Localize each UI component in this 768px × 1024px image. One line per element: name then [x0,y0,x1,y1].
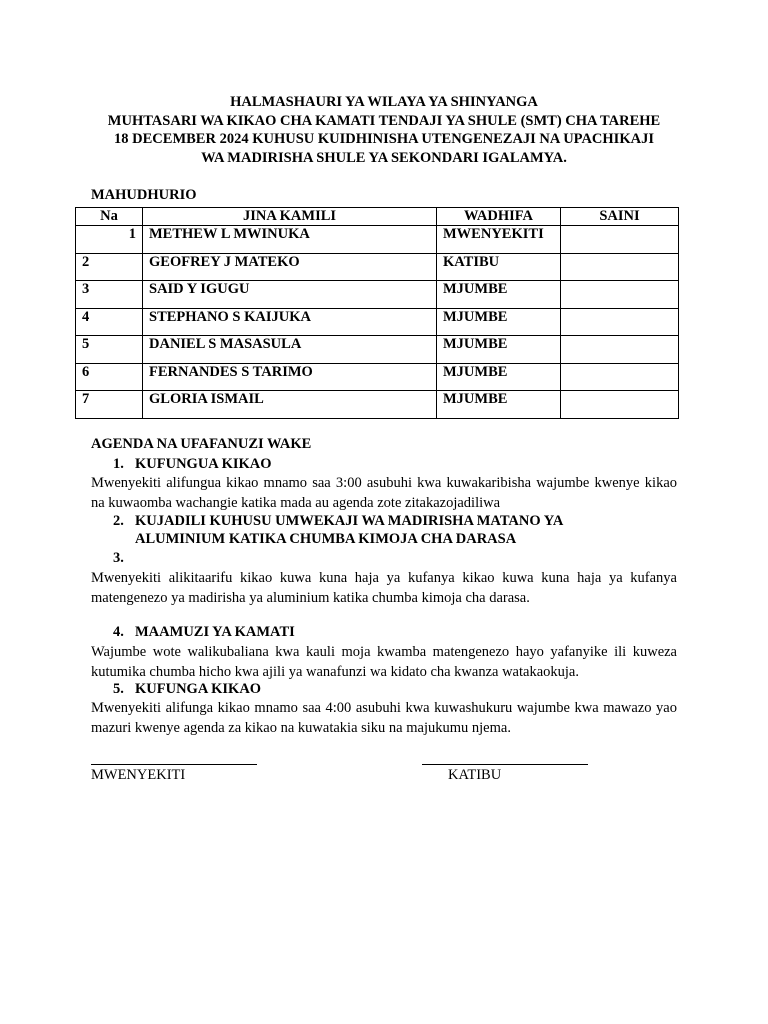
document-title [60,93,708,167]
signature-cell [561,253,679,281]
row-number: 2 [76,253,143,281]
signature-label-katibu: KATIBU [448,767,502,783]
member-role: KATIBU [437,253,561,281]
table-row [76,226,679,254]
row-number: 3 [76,281,143,309]
member-name: GEOFREY J MATEKO [143,253,437,281]
agenda-item-5-title [113,681,261,698]
signature-cell [561,308,679,336]
member-role: MJUMBE [437,363,561,391]
agenda-item-5-text: Mwenyekiti alifunga kikao mnamo saa 4:00 asubuhi kwa kuwashukuru wajumbe kwa mawazo yao mazuri kwenye agenda za kikao na kuwatakia siku na majukumu njema. [91,700,677,736]
attendance-heading: MAHUDHURIO [91,187,197,203]
member-name: STEPHANO S KAIJUKA [143,308,437,336]
signature-cell [561,336,679,364]
member-name: GLORIA ISMAIL [143,391,437,419]
member-role: MWENYEKITI [437,226,561,254]
member-name: METHEW L MWINUKA [143,226,437,254]
signature-line-right [422,764,588,765]
row-number: 6 [76,363,143,391]
member-name: SAID Y IGUGU [143,281,437,309]
item-number: 3. [113,550,124,566]
agenda-item-4-title [113,624,295,641]
item-number: 1. [113,456,124,472]
member-name: DANIEL S MASASULA [143,336,437,364]
table-row [76,308,679,336]
title-line-1: HALMASHAURI YA WILAYA YA SHINYANGA [230,94,538,110]
item-number: 2. [113,513,124,529]
item-title: KUFUNGA KIKAO [135,681,262,697]
signature-cell [561,363,679,391]
table-row [76,336,679,364]
table-row [76,281,679,309]
item-title: KUFUNGUA KIKAO [135,456,272,472]
agenda-item-2-title [113,513,563,530]
agenda-item-1-title [113,456,272,473]
col-header-saini: SAINI [561,208,679,226]
title-line-3: 18 DECEMBER 2024 KUHUSU KUIDHINISHA UTENGENEZAJI NA UPACHIKAJI [114,131,654,147]
agenda-heading: AGENDA NA UFAFANUZI WAKE [91,436,312,452]
agenda-item-2-title-cont: ALUMINIUM KATIKA CHUMBA KIMOJA CHA DARASA [135,531,517,547]
signature-cell [561,391,679,419]
agenda-item-1-text: Mwenyekiti alifungua kikao mnamo saa 3:00 asubuhi kwa kuwakaribisha wajumbe kwenye kikao na kuwaomba wachangie katika mada au agenda zote zitakazojadiliwa [91,475,677,511]
item-number: 4. [113,624,124,640]
title-line-2: MUHTASARI WA KIKAO CHA KAMATI TENDAJI YA SHULE (SMT) CHA TAREHE [107,112,661,129]
row-number: 1 [76,226,143,254]
agenda-item-3-number [113,550,135,567]
signature-label-mwenyekiti: MWENYEKITI [91,767,186,783]
member-role: MJUMBE [437,281,561,309]
table-row [76,391,679,419]
row-number: 5 [76,336,143,364]
member-role: MJUMBE [437,308,561,336]
row-number: 4 [76,308,143,336]
signature-cell [561,281,679,309]
signature-line-left [91,764,257,765]
row-number: 7 [76,391,143,419]
item-title: MAAMUZI YA KAMATI [135,624,295,640]
table-header-row [76,208,679,226]
col-header-na: Na [76,208,143,226]
member-role: MJUMBE [437,391,561,419]
title-line-4: WA MADIRISHA SHULE YA SEKONDARI IGALAMYA. [201,149,567,166]
table-row [76,363,679,391]
signature-cell [561,226,679,254]
agenda-item-4-text: Wajumbe wote walikubaliana kwa kauli moja kwamba matengenezo hayo yafanyike ili kuweza kutumika chumba hicho kwa ajili ya wanafunzi wa kidato cha kwanza watakaokuja. [91,644,677,680]
member-name: FERNANDES S TARIMO [143,363,437,391]
attendance-table [75,207,679,419]
table-row [76,253,679,281]
col-header-name: JINA KAMILI [143,208,437,226]
item-title: KUJADILI KUHUSU UMWEKAJI WA MADIRISHA MATANO YA [135,513,564,529]
agenda-item-3-text: Mwenyekiti alikitaarifu kikao kuwa kuna haja ya kufanya kikao kuwa kuna haja ya kufanya matengenezo ya madirisha ya aluminium katika chumba kimoja cha darasa. [91,570,677,606]
item-number: 5. [113,681,124,697]
member-role: MJUMBE [437,336,561,364]
col-header-role: WADHIFA [437,208,561,226]
